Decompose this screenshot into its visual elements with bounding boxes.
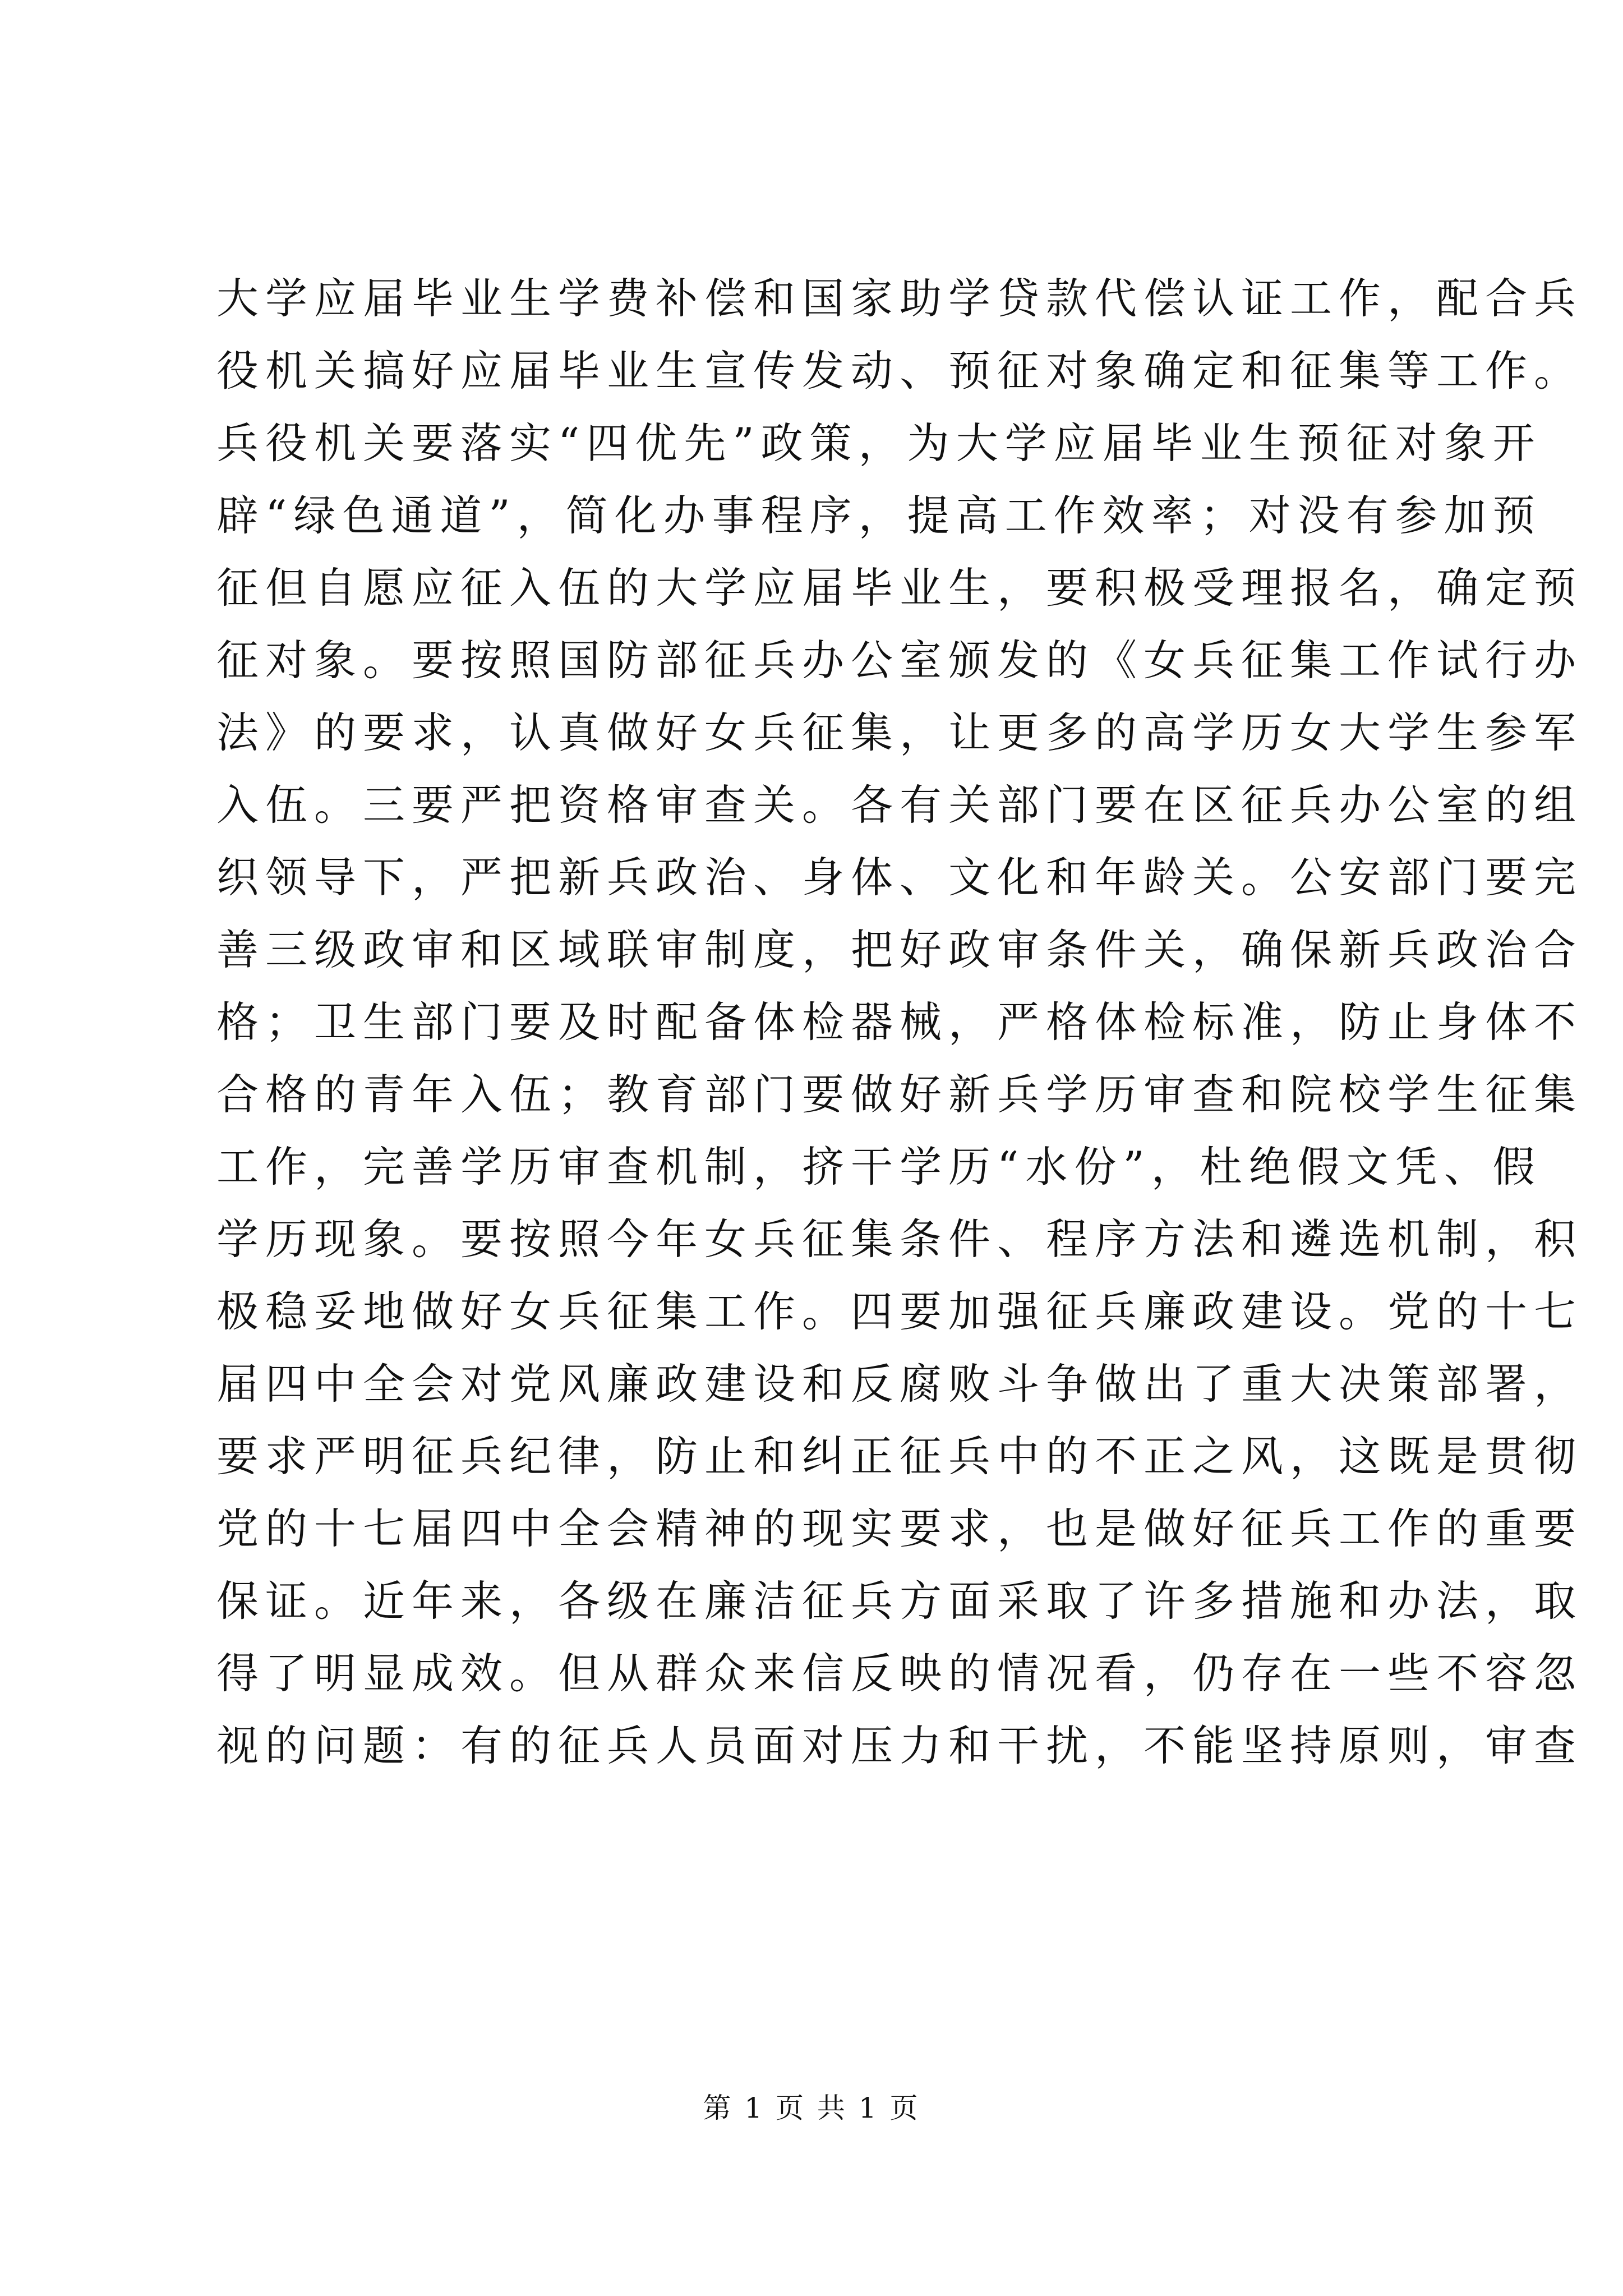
text-line: 征对象。要按照国防部征兵办公室颁发的《女兵征集工作试行办	[216, 636, 1583, 685]
text-line: 要求严明征兵纪律，防止和纠正征兵中的不正之风，这既是贯彻	[216, 1432, 1583, 1481]
text-line: 学历现象。要按照今年女兵征集条件、程序方法和遴选机制，积	[216, 1214, 1583, 1264]
text-line: 兵役机关要落实“四优先”政策，为大学应届毕业生预征对象开	[216, 418, 1542, 468]
text-line: 得了明显成效。但从群众来信反映的情况看，仍存在一些不容忽	[216, 1649, 1583, 1698]
text-line: 保证。近年来，各级在廉洁征兵方面采取了许多措施和办法，取	[216, 1576, 1583, 1626]
text-line: 善三级政审和区域联审制度，把好政审条件关，确保新兵政治合	[216, 925, 1583, 974]
text-line: 合格的青年入伍；教育部门要做好新兵学历审查和院校学生征集	[216, 1070, 1583, 1119]
text-line: 工作，完善学历审查机制，挤干学历“水份”，杜绝假文凭、假	[216, 1142, 1542, 1191]
text-line: 入伍。三要严把资格审查关。各有关部门要在区征兵办公室的组	[216, 780, 1583, 830]
text-line: 征但自愿应征入伍的大学应届毕业生，要积极受理报名，确定预	[216, 563, 1583, 613]
text-line: 役机关搞好应届毕业生宣传发动、预征对象确定和征集等工作。	[216, 346, 1583, 395]
body-paragraph	[216, 263, 1583, 1782]
text-line: 格；卫生部门要及时配备体检器械，严格体检标准，防止身体不	[216, 997, 1583, 1047]
text-line: 大学应届毕业生学费补偿和国家助学贷款代偿认证工作，配合兵	[216, 274, 1583, 323]
text-line: 法》的要求，认真做好女兵征集，让更多的高学历女大学生参军	[216, 708, 1583, 757]
text-line: 极稳妥地做好女兵征集工作。四要加强征兵廉政建设。党的十七	[216, 1287, 1583, 1336]
text-line: 党的十七届四中全会精神的现实要求，也是做好征兵工作的重要	[216, 1504, 1583, 1553]
text-line: 织领导下，严把新兵政治、身体、文化和年龄关。公安部门要完	[216, 853, 1583, 902]
text-line: 届四中全会对党风廉政建设和反腐败斗争做出了重大决策部署，	[216, 1359, 1583, 1409]
page-footer: 第 1 页 共 1 页	[703, 2092, 920, 2124]
text-line: 辟“绿色通道”，简化办事程序，提高工作效率；对没有参加预	[216, 491, 1542, 540]
text-line: 视的问题：有的征兵人员面对压力和干扰，不能坚持原则，审查	[216, 1721, 1583, 1770]
